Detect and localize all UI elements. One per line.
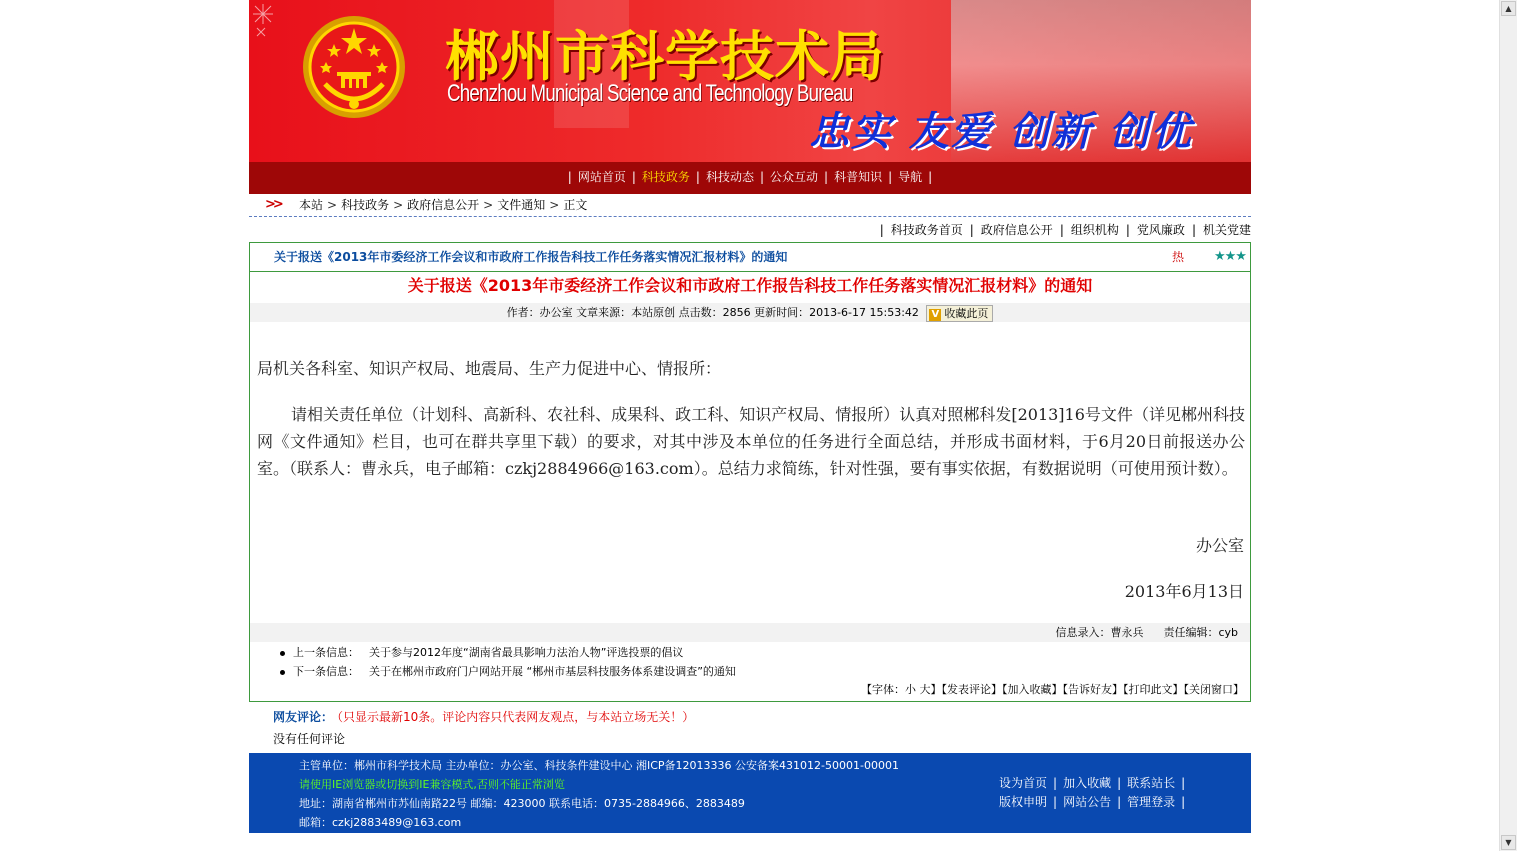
prev-article-item: [280, 643, 736, 662]
tell-friend-button[interactable]: 【告诉好友】: [1062, 683, 1123, 696]
vertical-scrollbar[interactable]: [1499, 0, 1517, 851]
sub-nav: [873, 220, 1251, 240]
nav-item-navigation[interactable]: 导航: [898, 170, 923, 184]
responsible-editor: 责任编辑：cyb: [1163, 626, 1238, 639]
add-favorites-link[interactable]: 加入收藏: [1063, 776, 1112, 790]
next-article-link[interactable]: 关于在郴州市政府门户网站开展 “郴州市基层科技服务体系建设调查”的通知: [369, 665, 736, 678]
bullet-icon: [280, 670, 285, 675]
subnav-item-affairs-home[interactable]: 科技政务首页: [890, 223, 963, 237]
article-salutation: 局机关各科室、知识产权局、地震局、生产力促进中心、情报所：: [257, 359, 722, 378]
nav-item-tech-affairs[interactable]: 科技政务: [641, 170, 690, 184]
subnav-item-organization[interactable]: 组织机构: [1070, 223, 1119, 237]
breadcrumb-separator: >: [549, 198, 560, 212]
contact-webmaster-link[interactable]: 联系站长: [1127, 776, 1176, 790]
breadcrumb: [249, 194, 1251, 217]
page-container: [249, 0, 1251, 851]
set-homepage-link[interactable]: 设为首页: [999, 776, 1048, 790]
article-signature: 办公室: [1195, 536, 1244, 555]
next-article-label: 下一条信息：: [293, 665, 359, 678]
post-comment-button[interactable]: 【发表评论】: [941, 683, 1002, 696]
editor-info-bar: [250, 623, 1250, 642]
subnav-separator: |: [1125, 223, 1130, 237]
breadcrumb-separator: >: [483, 198, 494, 212]
footer-separator: |: [1053, 776, 1058, 790]
nav-separator: |: [567, 170, 572, 184]
subnav-item-party-building[interactable]: 机关党建: [1202, 223, 1251, 237]
subnav-separator: |: [1191, 223, 1196, 237]
nav-separator: |: [631, 170, 636, 184]
breadcrumb-arrows-icon: >>: [265, 197, 281, 212]
comments-title: 网友评论：: [273, 710, 334, 724]
scroll-down-icon[interactable]: ▼: [1501, 835, 1516, 850]
breadcrumb-item-notices[interactable]: 文件通知: [497, 198, 546, 212]
no-comments-text: 没有任何评论: [273, 732, 346, 746]
subnav-separator: |: [1059, 223, 1064, 237]
hot-badge: 热: [1172, 250, 1185, 264]
bookmark-icon: V: [929, 309, 941, 321]
meta-clicks: 点击数：2856: [678, 306, 751, 319]
bullet-icon: [280, 651, 285, 656]
breadcrumb-item-gov-info[interactable]: 政府信息公开: [407, 198, 480, 212]
breadcrumb-separator: >: [327, 198, 338, 212]
font-large-button[interactable]: 大: [919, 683, 931, 696]
font-size-label: 【字体：: [861, 683, 905, 696]
main-nav: [249, 162, 1251, 194]
scroll-up-icon[interactable]: ▲: [1501, 1, 1516, 16]
font-size-close: 】: [930, 683, 942, 696]
nav-item-public-interaction[interactable]: 公众互动: [770, 170, 819, 184]
nav-separator: |: [888, 170, 893, 184]
subnav-separator: |: [879, 223, 884, 237]
article-title: 关于报送《2013年市委经济工作会议和市政府工作报告科技工作任务落实情况汇报材料》的通知: [407, 276, 1093, 295]
print-article-button[interactable]: 【打印此文】: [1123, 683, 1184, 696]
article-header-bar: [250, 243, 1250, 272]
bookmark-page-label: 收藏此页: [944, 306, 989, 320]
footer-browser-notice: 请使用IE浏览器或切换到IE兼容模式,否则不能正常浏览: [299, 778, 565, 791]
meta-updated: 更新时间：2013-6-17 15:53:42: [754, 306, 919, 319]
footer-separator: |: [1181, 795, 1186, 809]
nav-separator: |: [759, 170, 765, 184]
breadcrumb-separator: >: [393, 198, 404, 212]
article-paragraph: 请相关责任单位（计划科、高新科、农社科、成果科、政工科、知识产权局、情报所）认真对照郴科发[2013]16号文件（详见郴州科技网《文件通知》栏目，也可在群共享里下载）的要求，对其中涉及本单位的任务进行全面总结，并形成书面材料，于6月20日前报送办公室。（联系人：曹永兵，电子邮箱：czkj2884966@163.com）。总结力求简练，针对性强，要有事实依据，有数据说明（可使用预计数）。: [257, 405, 1245, 478]
article-tools: [861, 681, 1244, 699]
nav-item-home[interactable]: 网站首页: [577, 170, 626, 184]
add-favorite-button[interactable]: 【加入收藏】: [1002, 683, 1063, 696]
footer-links: [999, 774, 1191, 812]
next-article-item: [280, 662, 736, 681]
site-slogan: 忠实 友爱 创新 创优: [809, 109, 1193, 155]
nav-separator: |: [928, 170, 933, 184]
footer-separator: |: [1117, 795, 1122, 809]
article-box: [249, 242, 1251, 702]
subnav-separator: |: [969, 223, 974, 237]
admin-login-link[interactable]: 管理登录: [1127, 795, 1176, 809]
site-title-cn: 郴州市科学技术局: [445, 25, 885, 88]
subnav-item-integrity[interactable]: 党风廉政: [1136, 223, 1185, 237]
comments-note: （只显示最新10条。评论内容只代表网友观点，与本站立场无关！）: [337, 710, 695, 724]
subnav-item-gov-info[interactable]: 政府信息公开: [980, 223, 1053, 237]
footer-separator: |: [1181, 776, 1186, 790]
footer-email-line: 邮箱：czkj2883489@163.com: [299, 816, 462, 829]
footer-sponsor-line: 主管单位：郴州市科学技术局 主办单位：办公室、科技条件建设中心 湘ICP备12013336 公安备案431012-50001-00001: [299, 759, 899, 772]
nav-item-science-knowledge[interactable]: 科普知识: [834, 170, 883, 184]
font-small-button[interactable]: 小: [905, 683, 916, 696]
article-meta: [250, 303, 1250, 322]
copyright-link[interactable]: 版权申明: [999, 795, 1048, 809]
nav-separator: |: [695, 170, 700, 184]
footer-separator: |: [1117, 776, 1122, 790]
entered-by: 信息录入：曹永兵: [1055, 626, 1144, 639]
meta-source: 文章来源：本站原创: [576, 306, 676, 319]
snowflake-deco-icon: [251, 2, 275, 42]
breadcrumb-item-site[interactable]: 本站: [299, 198, 324, 212]
meta-author: 作者：办公室: [506, 306, 573, 319]
nav-separator: |: [824, 170, 829, 184]
bookmark-page-button[interactable]: [926, 305, 993, 322]
breadcrumb-item-current: 正文: [563, 198, 588, 212]
national-emblem-icon: [301, 14, 407, 120]
site-title-en: Chenzhou Municipal Science and Technology Bureau: [447, 80, 853, 107]
site-announcement-link[interactable]: 网站公告: [1063, 795, 1112, 809]
article-header-title: 关于报送《2013年市委经济工作会议和市政府工作报告科技工作任务落实情况汇报材料》的通知: [274, 250, 788, 264]
footer-address-line: 地址：湖南省郴州市苏仙南路22号 邮编：423000 联系电话：0735-2884966、2883489: [299, 797, 745, 810]
rating-stars-icon: ★★★: [1214, 249, 1246, 264]
comments-header: [273, 708, 694, 726]
prev-article-link[interactable]: 关于参与2012年度“湖南省最具影响力法治人物”评选投票的倡议: [369, 646, 684, 659]
prev-article-label: 上一条信息：: [293, 646, 359, 659]
site-footer: [249, 753, 1251, 833]
article-body: [257, 355, 1245, 482]
nav-item-tech-news[interactable]: 科技动态: [705, 170, 754, 184]
prev-next-list: [280, 643, 736, 681]
breadcrumb-item-tech-affairs[interactable]: 科技政务: [341, 198, 390, 212]
close-window-button[interactable]: 【关闭窗口】: [1183, 683, 1244, 696]
article-date: 2013年6月13日: [1124, 582, 1244, 601]
footer-separator: |: [1053, 795, 1058, 809]
site-banner: [249, 0, 1251, 162]
